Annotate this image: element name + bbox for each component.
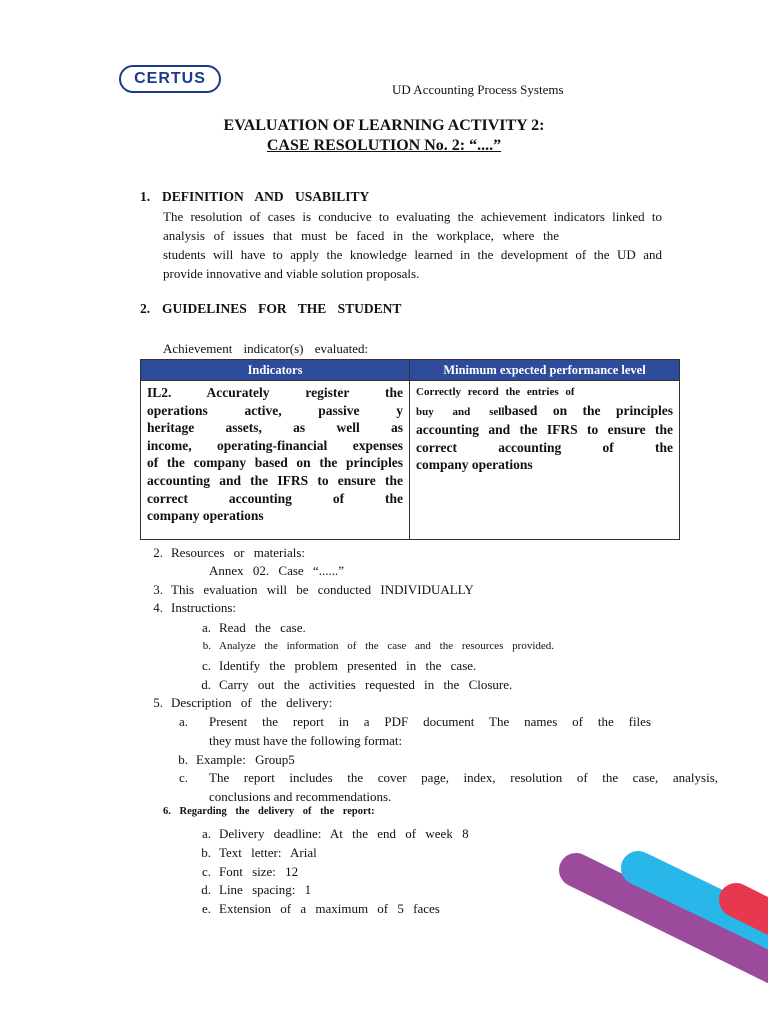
section-1-heading: 1. DEFINITION AND USABILITY: [140, 189, 370, 204]
document-title: EVALUATION OF LEARNING ACTIVITY 2:: [223, 117, 545, 134]
report-b: b. Text letter: Arial: [201, 845, 317, 860]
report-a: a. Delivery deadline: At the end of week 8: [201, 826, 469, 841]
delivery-a-line2: they must have the following format:: [209, 733, 403, 748]
list-item-3: 3. This evaluation will be conducted INDIVIDUALLY: [153, 582, 474, 597]
report-d: d. Line spacing: 1: [201, 882, 312, 897]
achievement-label: Achievement indicator(s) evaluated:: [163, 341, 369, 356]
instruction-b: b. Analyze the information of the case and the resources provided.: [202, 640, 555, 652]
delivery-b: b. Example: Group5: [178, 752, 295, 767]
list-item-6: 6. Regarding the delivery of the report:: [163, 806, 375, 817]
section-1-body: The resolution of cases is conducive to evaluating the achievement indicators linked to analysis of issues that must be faced in the workplace, where the students will have to apply the knowledge learned in the development of the UD and provide innovative and viable solution proposals.: [163, 209, 662, 281]
certus-logo: [119, 65, 221, 93]
table-header-indicators: Indicators: [141, 360, 410, 381]
performance-cell: Correctly record the entries of buy and sellbased on the principles accounting and the IFRS to ensure the correct accounting of the company operations: [410, 381, 680, 540]
instruction-c: c. Identify the problem presented in the case.: [201, 658, 477, 673]
instruction-a: a. Read the case.: [201, 620, 306, 635]
logo-text: CERTUS: [134, 70, 206, 87]
delivery-c-line2: conclusions and recommendations.: [209, 789, 392, 804]
delivery-c-letter: c.: [178, 770, 188, 785]
list-item-2-sub: Annex 02. Case “......”: [209, 563, 344, 578]
delivery-c-line1: The report includes the cover page, index, resolution of the case, analysis,: [209, 770, 718, 785]
section-2-heading: 2. GUIDELINES FOR THE STUDENT: [140, 301, 402, 316]
instruction-d: d. Carry out the activities requested in the Closure.: [201, 677, 513, 692]
list-item-5: 5. Description of the delivery:: [153, 695, 333, 710]
list-item-2: 2. Resources or materials:: [153, 545, 306, 560]
report-e: e. Extension of a maximum of 5 faces: [201, 901, 440, 916]
document-subtitle: CASE RESOLUTION No. 2: “....”: [266, 137, 502, 154]
table-header-performance: Minimum expected performance level: [410, 360, 680, 381]
indicator-cell: IL2. Accurately register the operations active, passive y heritage assets, as well as income, operating-financial expenses of the company based on the principles accounting and the IFRS to ensure the correct accounting of the company operations: [141, 381, 410, 540]
indicators-table: [140, 359, 680, 540]
delivery-a-letter: a.: [178, 714, 188, 729]
delivery-a-line1: Present the report in a PDF document The names of the files: [209, 714, 651, 729]
course-name: UD Accounting Process Systems: [392, 82, 564, 97]
list-item-4: 4. Instructions:: [153, 600, 236, 615]
report-c: c. Font size: 12: [201, 864, 299, 879]
decorative-stripes: [540, 830, 768, 1024]
